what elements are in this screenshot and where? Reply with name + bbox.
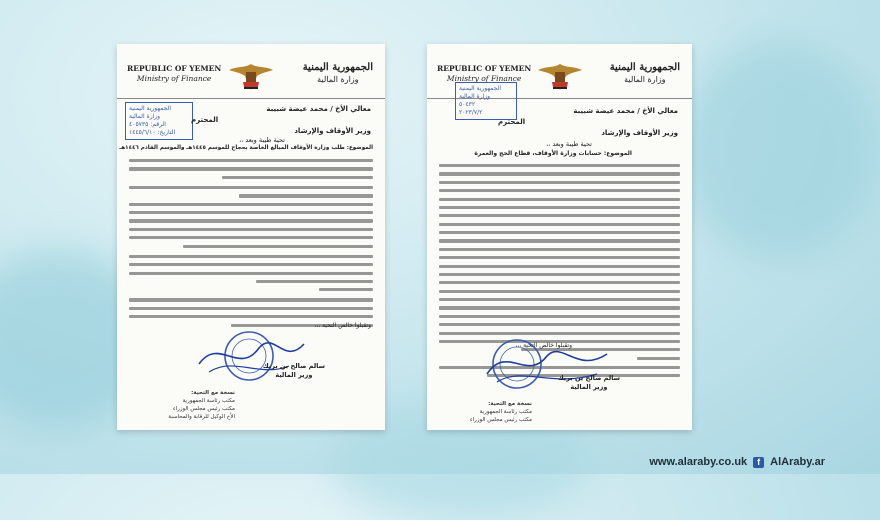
- header-en: REPUBLIC OF YEMEN: [437, 64, 532, 73]
- copy-to-item: الأخ الوكيل للرقابة والمحاسبة: [168, 414, 235, 420]
- letterhead-arabic: [610, 62, 680, 86]
- copy-to-block: [168, 389, 235, 421]
- registry-stamp: الجمهورية اليمنية وزارة المالية ٥٠٤٣٢ ٢٠٢٣/٧/٢: [455, 82, 517, 120]
- addressee-sub: المحترم: [498, 118, 526, 126]
- signer-title: وزير المالية: [570, 383, 608, 391]
- copy-to-item: مكتب رئاسة الجمهورية: [182, 398, 235, 404]
- letterhead-english: [127, 64, 221, 84]
- greeting: تحية طيبة وبعد ،،: [239, 136, 285, 144]
- yemen-emblem-icon: [534, 60, 586, 94]
- site-watermark: [649, 456, 825, 468]
- header-divider: [117, 98, 385, 99]
- greeting: تحية طيبة وبعد ،،: [546, 140, 592, 148]
- signer-title: وزير المالية: [275, 371, 313, 379]
- header-ar-sub: وزارة المالية: [317, 75, 359, 84]
- header-en: REPUBLIC OF YEMEN: [127, 64, 222, 73]
- addressee: معالي الأخ / محمد عيضة شبيبة: [266, 105, 371, 113]
- addressee-block: [498, 106, 678, 139]
- letter-document-left: [117, 44, 385, 430]
- subject-line: الموضوع: طلب وزارة الأوقاف المبالغ الخاصة بحجاج للموسم ١٤٤٥هـ والموسم القادم ١٤٤٦هـ: [119, 145, 373, 151]
- signer-block: [263, 362, 325, 380]
- header-ar: الجمهورية اليمنية: [302, 62, 373, 73]
- signer-name: سالم صالح بن بريك: [557, 374, 620, 382]
- addressee-title: وزير الأوقاف والإرشاد: [294, 127, 371, 135]
- addressee-block: [191, 104, 371, 137]
- yemen-emblem-icon: [225, 60, 277, 94]
- copy-to-item: مكتب رئيس مجلس الوزراء: [470, 417, 532, 423]
- copy-to-item: مكتب رئيس مجلس الوزراء: [173, 406, 235, 412]
- header-ar-sub: وزارة المالية: [624, 75, 666, 84]
- subject-line: الموضوع: حسابات وزارة الأوقاف، قطاع الحج والعمرة: [474, 150, 632, 157]
- addressee-title: وزير الأوقاف والإرشاد: [601, 129, 678, 137]
- letterhead-english: [437, 64, 531, 84]
- signer-name: سالم صالح بن بريك: [262, 362, 325, 370]
- addressee-sub: المحترم: [191, 116, 219, 124]
- facebook-icon: f: [753, 457, 764, 468]
- letterhead-arabic: [303, 62, 373, 86]
- closing-line: وتقبلوا خالص التحية ،،،: [515, 342, 572, 349]
- copy-to-label: نسخة مع التحية:: [488, 401, 532, 407]
- watermark-brand: AlAraby.ar: [770, 456, 825, 468]
- letter-document-right: [427, 44, 692, 430]
- header-en-sub: Ministry of Finance: [136, 74, 212, 83]
- closing-line: وتقبلوا خالص التحية ،،،: [314, 322, 371, 329]
- header-ar: الجمهورية اليمنية: [609, 62, 680, 73]
- copy-to-item: مكتب رئاسة الجمهورية: [479, 409, 532, 415]
- signer-block: [558, 374, 620, 392]
- registry-stamp: الجمهورية اليمنية وزارة المالية الرقم: ٤٠٥٧٣٥ التاريخ: ١٤٤٥/٦/١٠: [125, 102, 193, 140]
- background-wash: [680, 40, 880, 260]
- letterhead: [117, 60, 385, 96]
- watermark-site: www.alaraby.co.uk: [649, 456, 748, 468]
- copy-to-block: [470, 400, 532, 424]
- body-text: [129, 159, 373, 332]
- addressee: معالي الأخ / محمد عيضة شبيبة: [573, 107, 678, 115]
- header-en-sub: Ministry of Finance: [446, 74, 522, 83]
- copy-to-label: نسخة مع التحية:: [191, 390, 235, 396]
